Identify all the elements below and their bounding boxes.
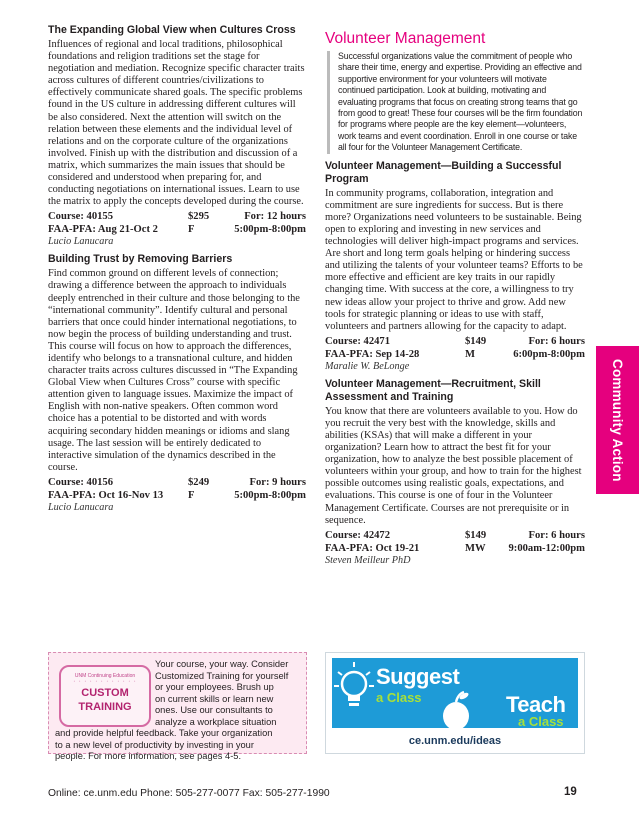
course-title: Volunteer Management—Recruitment, Skill Assessment and Training: [325, 377, 541, 403]
text-line: to a new level of productivity by investing in your: [55, 739, 254, 750]
footer-contact: Online: ce.unm.edu Phone: 505-277-0077 Fax: 505-277-1990: [48, 788, 330, 799]
page-number: 19: [564, 786, 577, 798]
course-info: [48, 210, 306, 236]
custom-training-badge: [59, 665, 151, 727]
course-price: $249: [188, 476, 210, 488]
course-price: $295: [188, 211, 210, 223]
badge-line-2: TRAINING: [78, 701, 132, 713]
course-section: FAA-PFA: Aug 21-Oct 2: [48, 224, 158, 236]
right-column: [325, 24, 585, 572]
text-line: ones. Use our consultants to: [155, 705, 273, 715]
lightbulb-icon: [334, 662, 374, 706]
course-instructor: Maralie W. BeLonge: [325, 360, 410, 372]
text-line: or your employees. Brush up: [155, 682, 274, 692]
course-section: FAA-PFA: Oct 16-Nov 13: [48, 489, 164, 501]
course-section-vm-recruitment: [325, 378, 585, 567]
course-description: Influences of regional and local traditions, philosophical foundations and religion traditions set the stage for negotiation and mediation. Recognize specific character traits across cultures of different countries/civilizations to effectively communicate shared goals. The specific problems found in the US culture in addressing different cultures will be also considered. Next the attention will switch on the relation between these elements and the individual level of relations and on the corporate culture of the organizations involved. Finish up with the distribution and discussion of a matrix, which summarizes the main issues that should be considered and understood when preparing for, and conducting negotiations on international issues. Learn to use the matrix to apply the concepts developed during the course.: [48, 39, 305, 208]
suggest-teach-box[interactable]: [325, 652, 585, 754]
course-title: Building Trust by Removing Barriers: [48, 253, 233, 266]
side-tab-label: Community Action: [610, 358, 625, 482]
course-days: M: [465, 348, 475, 360]
course-price: $149: [465, 335, 487, 347]
course-number: Course: 42472: [325, 529, 391, 541]
text-line: on current skills or learn new: [155, 693, 274, 704]
teach-sublabel: a Class: [518, 714, 564, 728]
community-action-tab: [596, 346, 639, 494]
course-description: You know that there are volunteers available to you. How do you recruit the very best with the knowledge, skills and abilities (KSAs) that will make a different in your organization? Learn how to attract the best fit for your organization, how to analyze the best possible placement of volunteers within your group, and how to train for the highest possible outcomes using realistic goals, expectations, and evaluations. This course is one of four in the Volunteer Management Certificate. Courses are not prerequisite or in sequence.: [325, 405, 582, 526]
course-section: FAA-PFA: Sep 14-28: [325, 348, 420, 360]
course-time: 9:00am-12:00pm: [508, 542, 585, 554]
course-section-vm-building: [325, 160, 585, 373]
badge-org-label: UNM Continuing Education: [74, 673, 136, 679]
course-title: Volunteer Management—Building a Successful Program: [325, 159, 562, 185]
course-hours: For: 9 hours: [249, 476, 306, 488]
custom-training-text-bottom: [55, 728, 305, 763]
text-line: Your course, your way. Consider: [155, 659, 289, 669]
custom-training-text-top: [155, 659, 305, 728]
course-title: The Expanding Global View when Cultures Cross: [48, 24, 296, 36]
course-days: F: [188, 224, 195, 236]
suggest-sublabel: a Class: [376, 690, 422, 705]
course-hours: For: 12 hours: [244, 211, 306, 223]
course-time: 6:00pm-8:00pm: [513, 348, 585, 360]
course-info: [325, 529, 585, 555]
section-intro: Successful organizations value the commitment of people who share their time, energy and expertise. Providing an effective and supportive environment for your volunteers will motivate continued participation. Look at building, motivating and evaluating programs that focus on creating strong teams that go from good to great! These four courses will be the firm foundation for programs where people are the key element—volunteers, work teams and event coordination. Enroll in one course or take all four for the Volunteer Management Certificate.: [327, 51, 585, 154]
badge-dots: · · · · · · · · · · · ·: [73, 679, 137, 685]
course-instructor: Lucio Lanucara: [48, 236, 114, 248]
course-number: Course: 42471: [325, 335, 391, 347]
course-days: MW: [465, 542, 486, 554]
left-column: [48, 24, 306, 519]
teach-label: Teach: [506, 692, 566, 717]
apple-icon: [443, 691, 470, 728]
text-line: and provide helpful feedback. Take your organization: [55, 728, 273, 738]
section-heading: Volunteer Management: [325, 30, 486, 47]
text-line: analyze a workplace situation: [155, 716, 277, 727]
course-description: Find common ground on different levels of connection; drawing a difference between the approach to individuals deeply entrenched in their culture and those belonging to the “international community”. Identify cultural and personal barriers that once could hinder international negotiations, to now begin the process of building understanding and trust. This course will focus on how to approach the differences, identify who belongs to a transnational culture, and hidden character traits across cultures discussed in “The Expanding Global View when Cultures Cross” course with specific attention given to language issues. Maximize the impact of English with non-native speakers. Often common word choice has a potential to be distorted and with words acquiring secondary hidden meanings or idioms and slang usage. The last session will be entirely dedicated to interactive simulation of the dynamics described in the course.: [48, 268, 300, 473]
course-info: [325, 335, 585, 361]
course-info: [48, 476, 306, 502]
course-instructor: Steven Meilleur PhD: [325, 554, 411, 566]
course-hours: For: 6 hours: [528, 335, 585, 347]
course-time: 5:00pm-8:00pm: [234, 224, 306, 236]
course-number: Course: 40156: [48, 476, 114, 488]
course-instructor: Lucio Lanucara: [48, 501, 114, 513]
course-time: 5:00pm-8:00pm: [234, 489, 306, 501]
course-description: In community programs, collaboration, integration and commitment are sure ingredients for success. But is there more? Organizations need volunteers to be sustainable. Being open to exploring and investing in new services and technologies will deliver high-impact programs and services. Are short and long term goals helping or hindering success and utilizing the talents of your volunteer teams? Efforts to be more effective and efficient are key traits in our rapidly changing time. With success at the core, a willingness to try new ideas allow your project to thrive and grow. Add new tools for strategic planning or ideas to use with staff, volunteers and partners allowing for the capacity to adapt.: [325, 187, 583, 332]
course-section: FAA-PFA: Oct 19-21: [325, 542, 420, 554]
badge-line-1: CUSTOM: [81, 687, 129, 699]
course-section-global-view: [48, 24, 306, 248]
custom-training-box: [48, 652, 307, 761]
text-line: Customized Training for yourself: [155, 670, 289, 681]
suggest-banner: [332, 658, 578, 728]
course-number: Course: 40155: [48, 211, 114, 223]
course-days: F: [188, 489, 195, 501]
suggest-label: Suggest: [376, 664, 460, 689]
course-section-building-trust: [48, 253, 306, 514]
text-line: people. For more information, see pages 4-5.: [55, 751, 242, 761]
ideas-link[interactable]: ce.unm.edu/ideas: [408, 735, 502, 747]
course-hours: For: 6 hours: [528, 529, 585, 541]
course-price: $149: [465, 529, 487, 541]
